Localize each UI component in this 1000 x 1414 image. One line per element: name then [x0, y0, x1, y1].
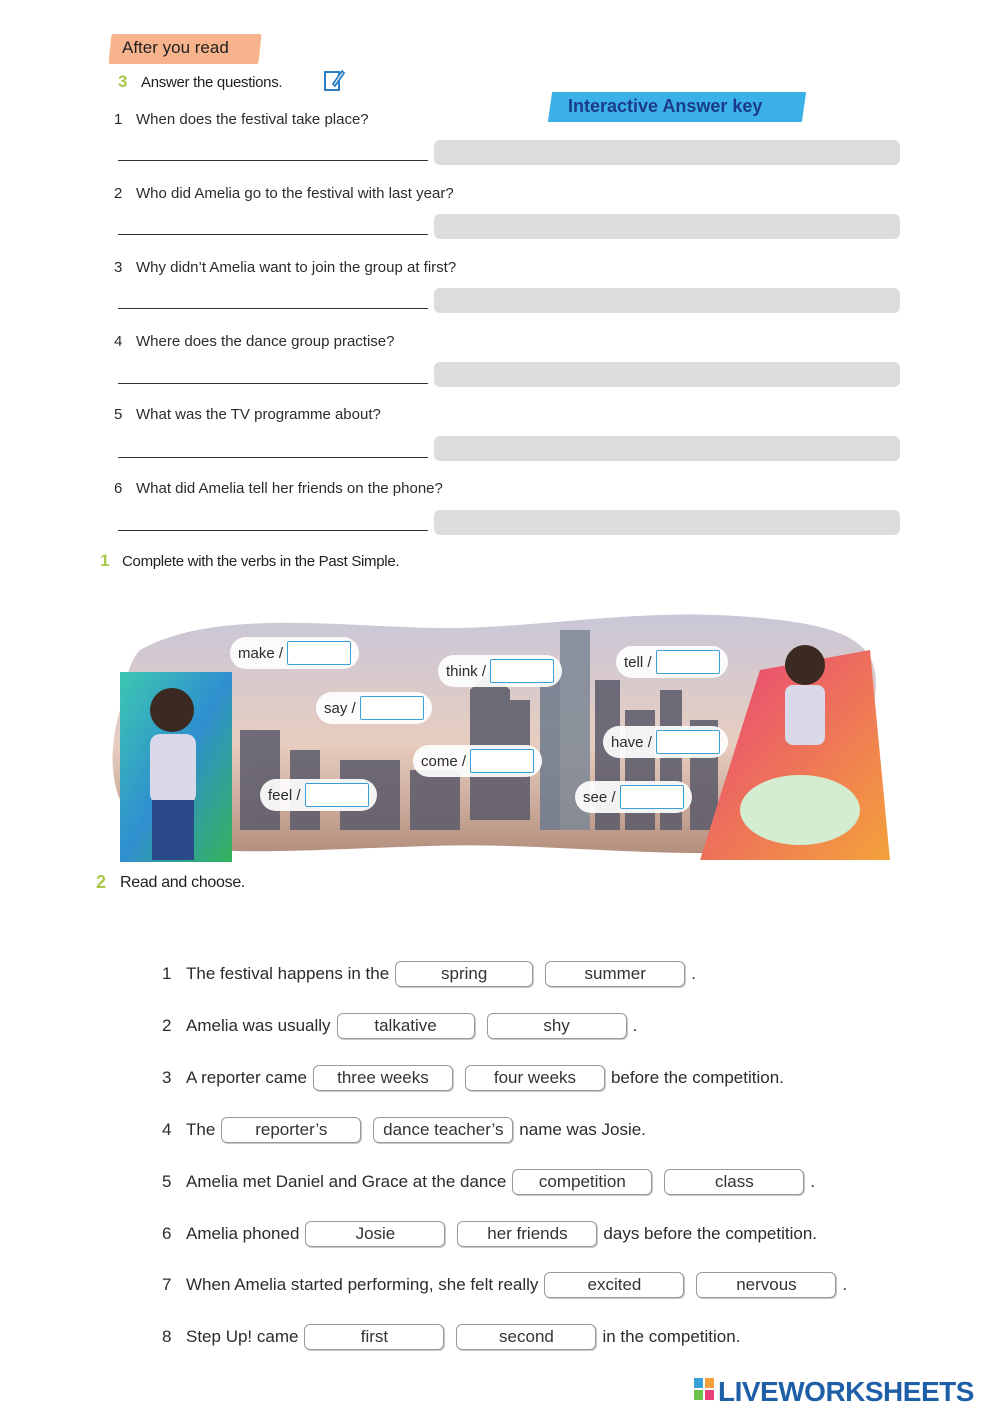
verb-input-tell[interactable] [656, 650, 720, 674]
answer-line [118, 160, 428, 161]
choice-option[interactable]: excited [544, 1272, 684, 1298]
choice-row-4: 4 The reporter’s dance teacher’s name was Josie. [162, 1117, 646, 1143]
choice-row-8: 8 Step Up! came first second in the competition. [162, 1324, 740, 1350]
verb-item-think: think / [438, 655, 562, 687]
verb-input-come[interactable] [470, 749, 534, 773]
liveworksheets-logo[interactable]: LIVEWORKSHEETS [718, 1376, 974, 1407]
choice-row-2: 2 Amelia was usually talkative shy . [162, 1013, 637, 1039]
choice-option[interactable]: second [456, 1324, 596, 1350]
verb-input-have[interactable] [656, 730, 720, 754]
verb-input-feel[interactable] [305, 783, 369, 807]
question-3: 3 Why didn’t Amelia want to join the group at first? [114, 259, 457, 276]
exercise1-title: Complete with the verbs in the Past Simple. [122, 553, 400, 570]
choice-option[interactable]: nervous [696, 1272, 836, 1298]
city-illustration [100, 610, 890, 864]
question-1: 1 When does the festival take place? [114, 111, 369, 128]
exercise2-number: 2 [96, 872, 107, 892]
verb-item-say: say / [316, 692, 432, 724]
answer-input-4[interactable] [434, 362, 900, 387]
answer-input-5[interactable] [434, 436, 900, 461]
verb-input-say[interactable] [360, 696, 424, 720]
question-6: 6 What did Amelia tell her friends on the phone? [114, 480, 443, 497]
choice-option[interactable]: dance teacher’s [373, 1117, 513, 1143]
exercise1-number: 1 [100, 551, 110, 570]
question-4: 4 Where does the dance group practise? [114, 333, 395, 350]
answer-line [118, 457, 428, 458]
choice-row-1: 1 The festival happens in the spring summer . [162, 961, 696, 987]
verb-item-see: see / [575, 781, 692, 813]
choice-row-7: 7 When Amelia started performing, she felt really excited nervous . [162, 1272, 847, 1298]
choice-option[interactable]: reporter’s [221, 1117, 361, 1143]
city-skyline-image [100, 610, 890, 864]
choice-row-6: 6 Amelia phoned Josie her friends days before the competition. [162, 1221, 817, 1247]
verb-item-make: make / [230, 637, 359, 669]
liveworksheets-logo-icon [694, 1378, 714, 1400]
exercise-number: 3 [118, 72, 128, 91]
answer-line [118, 308, 428, 309]
answer-line [118, 530, 428, 531]
choice-option[interactable]: shy [487, 1013, 627, 1039]
answer-line [118, 234, 428, 235]
exercise2-title: Read and choose. [120, 874, 246, 891]
verb-item-feel: feel / [260, 779, 377, 811]
choice-option[interactable]: three weeks [313, 1065, 453, 1091]
verb-input-think[interactable] [490, 659, 554, 683]
answer-input-1[interactable] [434, 140, 900, 165]
answer-input-3[interactable] [434, 288, 900, 313]
choice-row-3: 3 A reporter came three weeks four weeks before the competition. [162, 1065, 784, 1091]
verb-input-make[interactable] [287, 641, 351, 665]
answer-key-label[interactable]: Interactive Answer key [568, 96, 763, 116]
section-title: After you read [122, 38, 229, 57]
choice-option[interactable]: summer [545, 961, 685, 987]
question-5: 5 What was the TV programme about? [114, 406, 381, 423]
choice-option[interactable]: four weeks [465, 1065, 605, 1091]
verb-input-see[interactable] [620, 785, 684, 809]
exercise-title: Answer the questions. [141, 74, 283, 91]
answer-line [118, 383, 428, 384]
answer-input-6[interactable] [434, 510, 900, 535]
choice-option[interactable]: Josie [305, 1221, 445, 1247]
answer-input-2[interactable] [434, 214, 900, 239]
choice-option[interactable]: spring [395, 961, 533, 987]
choice-row-5: 5 Amelia met Daniel and Grace at the dance competition class . [162, 1169, 815, 1195]
choice-option[interactable]: first [304, 1324, 444, 1350]
choice-option[interactable]: talkative [337, 1013, 475, 1039]
verb-item-have: have / [603, 726, 728, 758]
choice-option[interactable]: her friends [457, 1221, 597, 1247]
writing-icon [323, 68, 345, 92]
verb-item-come: come / [413, 745, 542, 777]
choice-option[interactable]: class [664, 1169, 804, 1195]
verb-item-tell: tell / [616, 646, 728, 678]
choice-option[interactable]: competition [512, 1169, 652, 1195]
question-2: 2 Who did Amelia go to the festival with last year? [114, 185, 454, 202]
